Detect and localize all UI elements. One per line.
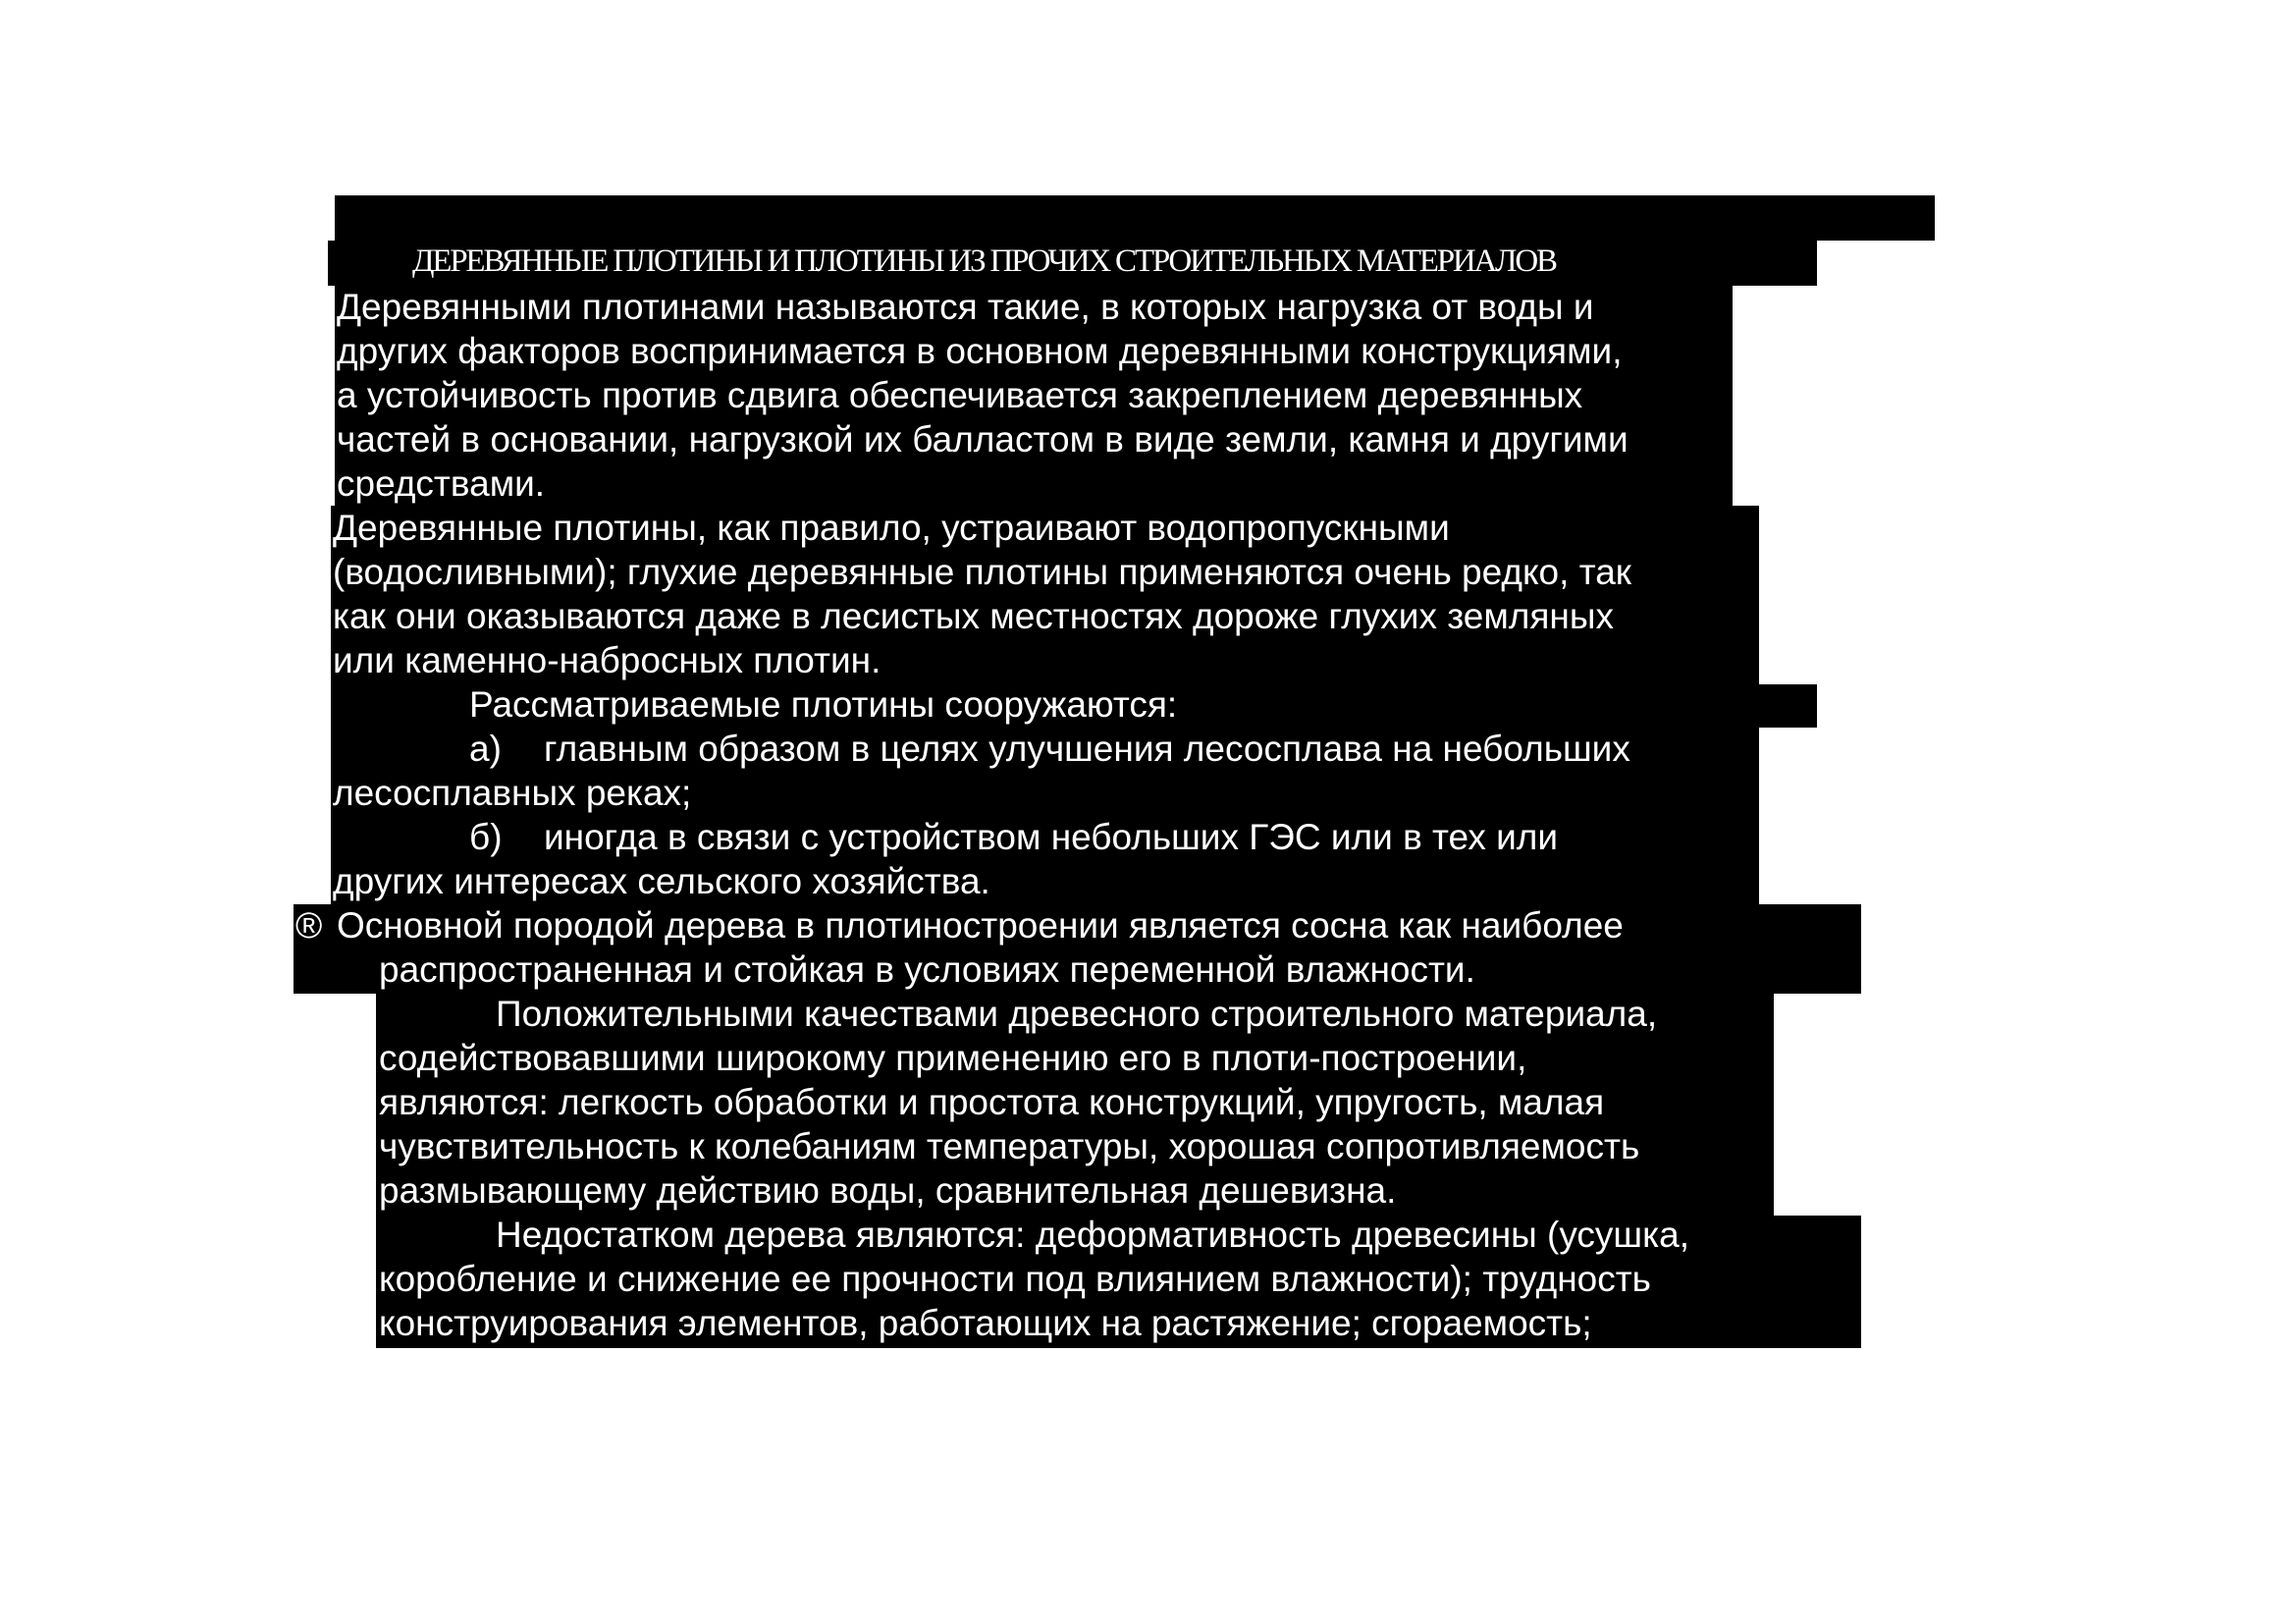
paragraph-3-line-5: размывающему действию воды, сравнительная дешевизна. [379, 1170, 1397, 1211]
paragraph-3-line-3: являются: легкость обработки и простота конструкций, упругость, малая [379, 1082, 1605, 1122]
top-black-bar [335, 195, 1935, 241]
bullet-paragraph-line-1: Основной породой дерева в плотиностроении является сосна как наиболее [337, 905, 1624, 946]
paragraph-1-line-5: средствами. [337, 463, 546, 504]
paragraph-3-line-1: Положительными качествами древесного строительного материала, [496, 994, 1658, 1034]
paragraph-4-line-2: коробление и снижение ее прочности под влиянием влажности); трудность [379, 1259, 1651, 1299]
paragraph-1-line-1: Деревянными плотинами называются такие, в которых нагрузка от воды и [337, 287, 1594, 327]
list-intro: Рассматриваемые плотины сооружаются: [469, 684, 1178, 725]
paragraph-3-line-2: содействовавшими широкому применению его в плоти-построении, [379, 1038, 1527, 1078]
list-item-b-text: иногда в связи с устройством небольших ГЭС или в тех или [544, 817, 1559, 857]
list-item-a-text: главным образом в целях улучшения лесосплава на небольших [544, 729, 1630, 769]
paragraph-2-line-1: Деревянные плотины, как правило, устраивают водопропускными [333, 508, 1450, 548]
paragraph-1-line-4: частей в основании, нагрузкой их балластом в виде земли, камня и другими [337, 419, 1629, 460]
paragraph-2-line-3: как они оказываются даже в лесистых местностях дороже глухих земляных [333, 596, 1614, 636]
bullet-paragraph-line-2: распространенная и стойкая в условиях переменной влажности. [379, 949, 1475, 990]
list-item-a-continuation: лесосплавных реках; [333, 773, 692, 813]
paragraph-4-line-1: Недостатком дерева являются: деформативность древесины (усушка, [496, 1215, 1689, 1255]
list-item-b-continuation: других интересах сельского хозяйства. [333, 861, 990, 901]
list-item-a-marker: а) [469, 729, 502, 769]
paragraph-4-line-3: конструирования элементов, работающих на растяжение; сгораемость; [379, 1303, 1592, 1343]
paragraph-1-line-2: других факторов воспринимается в основном деревянными конструкциями, [337, 331, 1623, 371]
list-item-b-marker: б) [469, 817, 503, 857]
registered-mark-bullet: ® [295, 905, 323, 946]
paragraph-2-line-2: (водосливными); глухие деревянные плотины применяются очень редко, так [333, 552, 1631, 592]
paragraph-1-line-3: а устойчивость против сдвига обеспечивается закреплением деревянных [337, 375, 1583, 415]
document-title: ДЕРЕВЯННЫЕ ПЛОТИНЫ И ПЛОТИНЫ ИЗ ПРОЧИХ СТРОИТЕЛЬНЫХ МАТЕРИАЛОВ [412, 244, 1556, 279]
paragraph-3-line-4: чувствительность к колебаниям температуры, хорошая сопротивляемость [379, 1126, 1640, 1166]
paragraph-2-line-4: или каменно-набросных плотин. [333, 640, 881, 680]
